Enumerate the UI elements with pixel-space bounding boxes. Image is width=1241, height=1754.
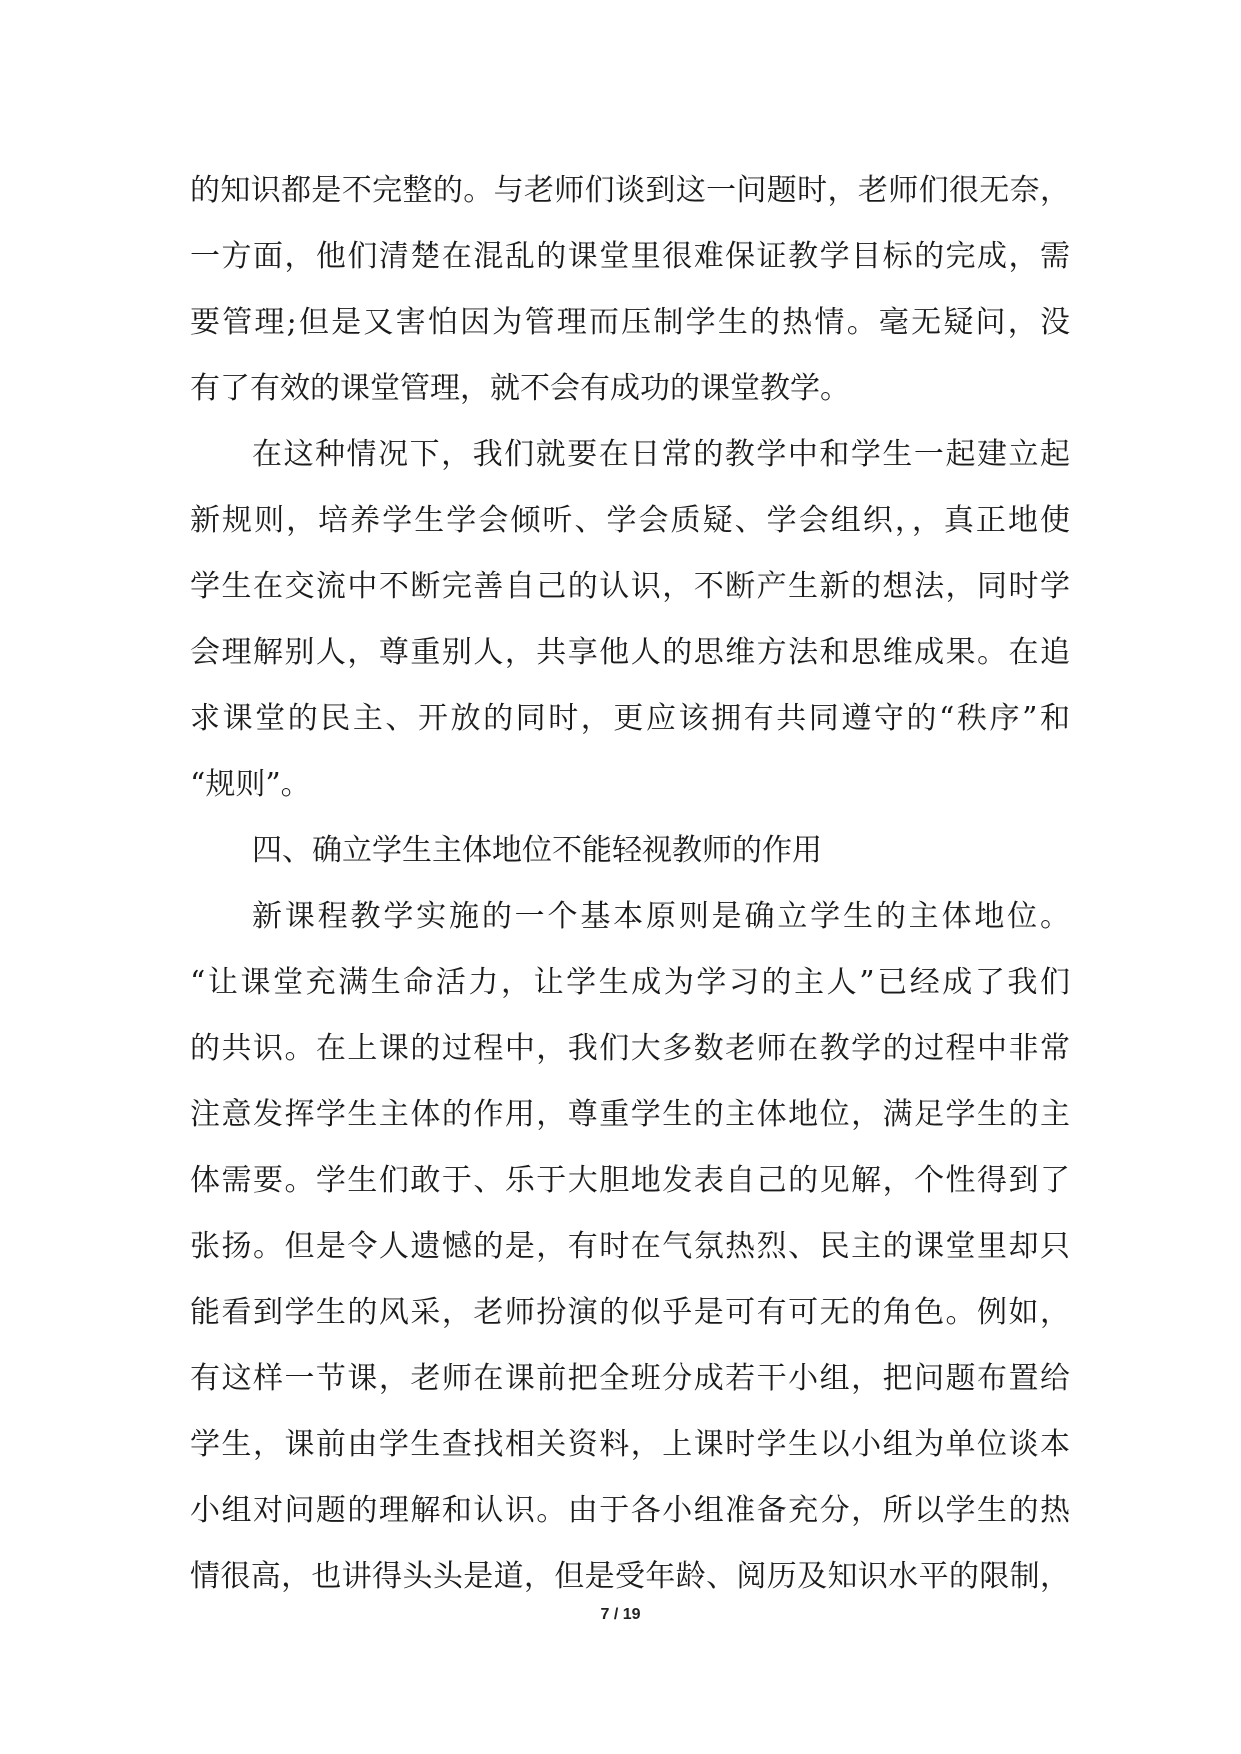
text-line: 情很高，也讲得头头是道，但是受年龄、阅历及知识水平的限制， bbox=[190, 1559, 1070, 1594]
text-line: 学生，课前由学生查找相关资料，上课时学生以小组为单位谈本 bbox=[190, 1427, 1070, 1462]
text-line: 小组对问题的理解和认识。由于各小组准备充分，所以学生的热 bbox=[190, 1493, 1070, 1528]
text-line: 学生在交流中不断完善自己的认识，不断产生新的想法，同时学 bbox=[190, 569, 1070, 604]
text-line: 注意发挥学生主体的作用，尊重学生的主体地位，满足学生的主 bbox=[190, 1097, 1070, 1132]
body-text bbox=[190, 158, 1070, 1610]
text-line: “规则”。 bbox=[190, 767, 311, 802]
text-line: 能看到学生的风采，老师扮演的似乎是可有可无的角色。例如， bbox=[190, 1295, 1070, 1330]
text-line: 新规则，培养学生学会倾听、学会质疑、学会组织，，真正地使 bbox=[190, 503, 1070, 538]
text-line: 的知识都是不完整的。与老师们谈到这一问题时，老师们很无奈， bbox=[190, 173, 1070, 208]
text-line: 在这种情况下，我们就要在日常的教学中和学生一起建立起 bbox=[252, 437, 1070, 472]
text-line: “让课堂充满生命活力，让学生成为学习的主人”已经成了我们 bbox=[190, 965, 1070, 1000]
text-line: 一方面，他们清楚在混乱的课堂里很难保证教学目标的完成，需 bbox=[190, 239, 1070, 274]
text-line: 体需要。学生们敢于、乐于大胆地发表自己的见解，个性得到了 bbox=[190, 1163, 1070, 1198]
page-number: 7 / 19 bbox=[600, 1606, 641, 1623]
text-line: 求课堂的民主、开放的同时，更应该拥有共同遵守的“秩序”和 bbox=[190, 701, 1070, 736]
text-line: 的共识。在上课的过程中，我们大多数老师在教学的过程中非常 bbox=[190, 1031, 1070, 1066]
text-line: 新课程教学实施的一个基本原则是确立学生的主体地位。 bbox=[252, 899, 1070, 934]
text-line: 要管理;但是又害怕因为管理而压制学生的热情。毫无疑问，没 bbox=[190, 305, 1070, 340]
text-line: 有了有效的课堂管理，就不会有成功的课堂教学。 bbox=[190, 371, 850, 406]
text-line: 会理解别人，尊重别人，共享他人的思维方法和思维成果。在追 bbox=[190, 635, 1070, 670]
text-line: 四、确立学生主体地位不能轻视教师的作用 bbox=[252, 833, 822, 868]
text-line: 张扬。但是令人遗憾的是，有时在气氛热烈、民主的课堂里却只 bbox=[190, 1229, 1070, 1264]
text-line: 有这样一节课，老师在课前把全班分成若干小组，把问题布置给 bbox=[190, 1361, 1070, 1396]
